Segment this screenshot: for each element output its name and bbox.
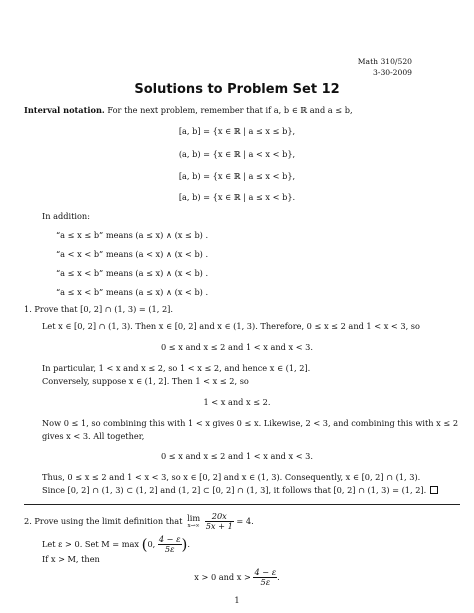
max-fraction-denominator: 5ε xyxy=(164,544,175,555)
problem2-statement-pre: 2. Prove using the limit definition that xyxy=(24,515,183,526)
problem2-if-line: If x > M, then xyxy=(42,554,100,564)
addition-label: In addition: xyxy=(42,211,90,221)
problem1-line2: In particular, 1 < x and x ≤ 2, so 1 < x ≤ 2, and hence x ∈ (1, 2]. xyxy=(42,363,311,373)
problem2-let-text: Let ε > 0. Set M = max xyxy=(42,538,139,549)
problem2-display: x > 0 and x > $\frac{4 - \varepsilon}{5\varepsilon}$ . xyxy=(194,567,280,588)
definition-half-open-2: [a, b) = {x ∈ ℝ | a ≤ x < b}. xyxy=(178,192,296,202)
definition-half-open-1: [a, b) = {x ∈ ℝ | a ≤ x < b}, xyxy=(178,171,296,181)
date-label: 3-30-2009 xyxy=(373,68,412,77)
problem1-display1: 0 ≤ x and x ≤ 2 and 1 < x and x < 3. xyxy=(161,342,313,352)
problem2-display-pre: x > 0 and x > xyxy=(194,571,251,582)
problem1-line4: Now 0 ≤ 1, so combining this with 1 < x gives 0 ≤ x. Likewise, 2 < 3, and combining this with x ≤ 2 xyxy=(42,418,459,428)
limit-operator: lim x→∞ xyxy=(187,513,201,530)
means-line-4: “a ≤ x < b” means (a ≤ x) ∧ (x < b) . xyxy=(56,287,209,297)
problem1-line3: Conversely, suppose x ∈ (1, 2]. Then 1 < x ≤ 2, so xyxy=(42,376,249,386)
interval-notation-paragraph xyxy=(24,106,353,114)
problem2-let-line: Let ε > 0. Set M = max (0, $\frac{4 - \varepsilon}{5\varepsilon}$ ). xyxy=(42,534,190,555)
limit-subscript: x→∞ xyxy=(187,523,200,530)
interval-notation-heading: Interval notation. xyxy=(24,105,105,115)
max-fraction xyxy=(158,535,182,555)
display-fraction-numerator: 4 − ε xyxy=(254,567,277,577)
problem1-display3: 0 ≤ x and x ≤ 2 and 1 < x and x < 3. xyxy=(161,451,313,461)
means-line-3: “a ≤ x < b” means (a ≤ x) ∧ (x < b) . xyxy=(56,268,209,278)
problem1-line7 xyxy=(42,486,438,494)
means-line-2: “a < x < b” means (a < x) ∧ (x < b) . xyxy=(56,249,209,259)
problem2-statement xyxy=(24,512,254,532)
definition-open: (a, b) = {x ∈ ℝ | a < x < b}, xyxy=(178,149,296,159)
problem1-line6: Thus, 0 ≤ x ≤ 2 and 1 < x < 3, so x ∈ [0, 2] and x ∈ (1, 3). Consequently, x ∈ [0, 2] ∩ (1, 3). xyxy=(42,472,421,482)
page-number: 1 xyxy=(234,595,240,605)
problem1-display2: 1 < x and x ≤ 2. xyxy=(203,397,271,407)
limit-fraction xyxy=(205,512,234,532)
max-first-arg: 0, xyxy=(147,538,156,549)
qed-box-icon xyxy=(430,486,438,494)
interval-notation-intro: For the next problem, remember that if a, b ∈ ℝ and a ≤ b, xyxy=(107,105,353,115)
definition-closed: [a, b] = {x ∈ ℝ | a ≤ x ≤ b}, xyxy=(178,126,296,136)
display-fraction-denominator: 5ε xyxy=(260,577,271,588)
means-line-1: “a ≤ x ≤ b” means (a ≤ x) ∧ (x ≤ b) . xyxy=(56,230,209,240)
course-label: Math 310/520 xyxy=(357,57,412,66)
problem1-statement: 1. Prove that [0, 2] ∩ (1, 3) = (1, 2]. xyxy=(24,304,173,314)
problem1-conclusion: Since [0, 2] ∩ (1, 3) ⊂ (1, 2] and (1, 2] ⊂ [0, 2] ∩ (1, 3], it follows that [0, 2] ∩ (1, 3) = (1, 2]. xyxy=(42,485,427,495)
section-divider xyxy=(24,504,460,505)
page-title: Solutions to Problem Set 12 xyxy=(134,82,340,97)
problem1-line5: gives x < 3. All together, xyxy=(42,431,145,441)
problem1-line1: Let x ∈ [0, 2] ∩ (1, 3). Then x ∈ [0, 2] and x ∈ (1, 3). Therefore, 0 ≤ x ≤ 2 and 1 < x < 3, so xyxy=(42,321,420,331)
max-fraction-numerator: 4 − ε xyxy=(158,534,181,544)
limit-fraction-numerator: 20x xyxy=(205,512,234,522)
problem2-statement-post: = 4. xyxy=(236,515,254,526)
display-fraction xyxy=(253,568,277,588)
limit-fraction-denominator: 5x + 1 xyxy=(205,521,233,532)
